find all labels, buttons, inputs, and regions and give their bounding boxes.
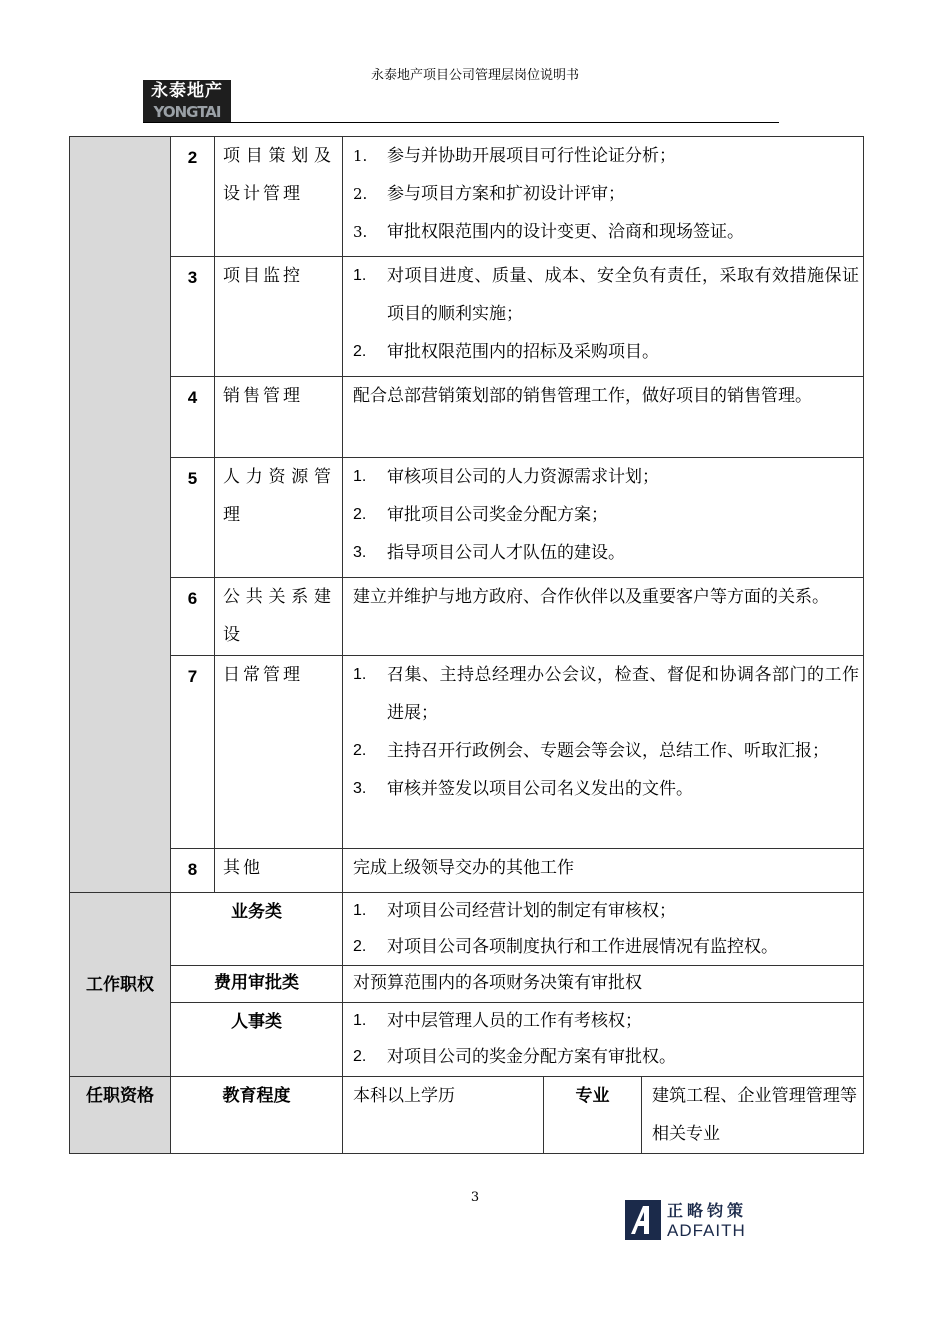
left-shaded-column xyxy=(70,137,171,893)
list-item: 1. 对中层管理人员的工作有考核权； xyxy=(353,1011,642,1031)
authority-row xyxy=(70,893,864,966)
duty-description: 建立并维护与地方政府、合作伙伴以及重要客户等方面的关系。 xyxy=(343,578,864,656)
business-authority-description xyxy=(343,893,864,966)
duty-description: 配合总部营销策划部的销售管理工作，做好项目的销售管理。 xyxy=(343,377,864,458)
logo-english-text: YONGTAI xyxy=(143,102,231,122)
education-value: 本科以上学历 xyxy=(343,1077,544,1154)
major-label: 专业 xyxy=(544,1077,642,1154)
list-item: 1. 对项目公司经营计划的制定有审核权； xyxy=(353,901,676,921)
personnel-authority-description xyxy=(343,1003,864,1077)
duty-number: 6 xyxy=(171,578,215,656)
personnel-authority-label: 人事类 xyxy=(171,1003,343,1077)
list-item: 2. 对项目公司各项制度执行和工作进展情况有监控权。 xyxy=(353,937,778,957)
education-label: 教育程度 xyxy=(171,1077,343,1154)
duty-number: 5 xyxy=(171,458,215,578)
list-item: 2. 主持召开行政例会、专题会等会议，总结工作、听取汇报； xyxy=(353,741,829,761)
job-description-table xyxy=(69,136,864,1154)
authority-row xyxy=(70,1003,864,1077)
list-item: 1. 召集、主持总经理办公会议，检查、督促和协调各部门的工作进展； xyxy=(353,665,860,723)
qualification-row xyxy=(70,1077,864,1154)
brand-chinese-name: 正略钧策 xyxy=(667,1201,748,1220)
list-item: 1. 对项目进度、质量、成本、安全负有责任，采取有效措施保证项目的顺利实施； xyxy=(353,266,860,324)
duty-category: 日常管理 xyxy=(215,656,343,849)
list-item: 1. 参与并协助开展项目可行性论证分析； xyxy=(353,146,676,166)
list-item: 1. 审核项目公司的人力资源需求计划； xyxy=(353,467,659,487)
duty-category: 公共关系建设 xyxy=(215,578,343,656)
duty-description xyxy=(343,137,864,257)
duty-row xyxy=(70,849,864,893)
duty-description xyxy=(343,656,864,849)
header-divider xyxy=(143,122,779,123)
duty-description xyxy=(343,458,864,578)
logo-chinese-text: 永泰地产 xyxy=(143,80,231,102)
list-item: 3. 审批权限范围内的设计变更、洽商和现场签证。 xyxy=(353,222,744,242)
list-item: 2. 参与项目方案和扩初设计评审； xyxy=(353,184,625,204)
duty-description: 完成上级领导交办的其他工作 xyxy=(343,849,864,893)
document-title: 永泰地产项目公司管理层岗位说明书 xyxy=(370,68,579,83)
adfaith-mark-icon xyxy=(625,1200,661,1240)
expense-authority-description: 对预算范围内的各项财务决策有审批权 xyxy=(343,966,864,1003)
list-item: 3. 审核并签发以项目公司名义发出的文件。 xyxy=(353,779,693,799)
page-number: 3 xyxy=(470,1190,480,1205)
duty-row xyxy=(70,137,864,257)
list-item: 3. 指导项目公司人才队伍的建设。 xyxy=(353,543,625,563)
duty-row xyxy=(70,257,864,377)
authority-section-label: 工作职权 xyxy=(70,893,171,1077)
major-value: 建筑工程、企业管理管理等相关专业 xyxy=(642,1077,864,1154)
duty-row xyxy=(70,458,864,578)
duty-category: 项目策划及设计管理 xyxy=(215,137,343,257)
list-item: 2. 审批项目公司奖金分配方案； xyxy=(353,505,608,525)
duty-category: 人力资源管理 xyxy=(215,458,343,578)
duty-number: 7 xyxy=(171,656,215,849)
list-item: 2. 审批权限范围内的招标及采购项目。 xyxy=(353,342,659,362)
duty-category: 项目监控 xyxy=(215,257,343,377)
adfaith-logo xyxy=(625,1198,755,1244)
expense-authority-label: 费用审批类 xyxy=(171,966,343,1003)
duty-category: 销售管理 xyxy=(215,377,343,458)
business-authority-label: 业务类 xyxy=(171,893,343,966)
duty-number: 8 xyxy=(171,849,215,893)
yongtai-logo xyxy=(143,80,231,122)
list-item: 2. 对项目公司的奖金分配方案有审批权。 xyxy=(353,1047,676,1067)
authority-row xyxy=(70,966,864,1003)
duty-row xyxy=(70,377,864,458)
duty-number: 2 xyxy=(171,137,215,257)
duty-description xyxy=(343,257,864,377)
duty-row xyxy=(70,578,864,656)
duty-number: 4 xyxy=(171,377,215,458)
duty-row xyxy=(70,656,864,849)
brand-english-name: ADFAITH xyxy=(667,1221,746,1240)
duty-category: 其他 xyxy=(215,849,343,893)
qualification-section-label: 任职资格 xyxy=(70,1077,171,1154)
duty-number: 3 xyxy=(171,257,215,377)
